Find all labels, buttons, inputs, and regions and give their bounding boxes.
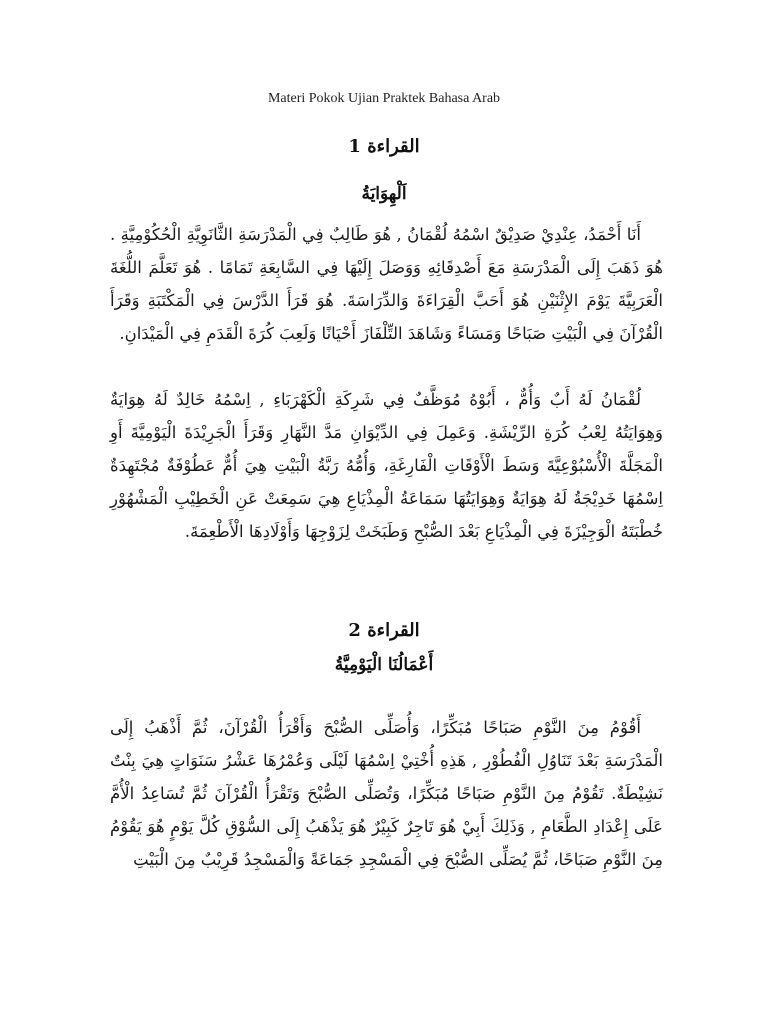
reading-1-paragraph-2: لُقْمَانُ لَهُ أَبٌ وَأُمٌّ ، أَبُوْهُ مُوَظَّفٌ فِي شَرِكَةِ الْكَهْرَبَاءِ , اِسْمُهُ خَالِدٌ لَهُ هِوَايَةٌ وَهِوَايَتُهُ لِعْبُ كُرَةِ الرِّيْشَةِ. وَعَمِلَ فِي الدِّيْوَانِ مَدَّ النَّهَارِ وَقَرَأَ الْجَرِيْدَةَ الْيَوْمِيَّةَ أَوِ الْمَجَلَّةَ الْأُسْبُوْعِيَّةَ وَسَطَ الْأَوْقَاتِ الْفَارِغَةِ، وَأُمُّهُ رَبَّةُ الْبَيْتِ هِيَ أُمٌّ عَطُوْفَةٌ مُجْتَهِدَةٌ اِسْمُهَا خَدِيْجَةُ لَهُ هِوَايَةٌ وَهِوَايَتُهَا سَمَاعَةُ الْمِذْيَاعِ هِيَ سَمِعَتْ عَنِ الْخَطِيْبِ الْمَشْهُوْرِ خُطْبَتَهُ الْوَجِيْزَةَ فِي الْمِذْيَاعِ بَعْدَ الصُّبْحِ وَطَبَخَتْ لِزَوْجِهَا وَأَوْلَادِهَا الْأَطْعِمَةَ.	[110, 389, 663, 541]
reading-2-paragraph-1: أَقُوْمُ مِنَ النَّوْمِ صَبَاحًا مُبَكِّرًا، وَأُصَلِّى الصُّبْحَ وَأَقْرَأُ الْقُرْآنَ، ثُمَّ أَذْهَبُ إِلَى الْمَدْرَسَةِ بَعْدَ تَنَاوُلِ الْفُطُوْرِ , هَذِهِ أُخْتِيْ اِسْمُهَا لَيْلَى وَعُمْرُهَا عَشْرُ سَنَوَاتٍ هِيَ بِنْتٌ نَشِيْطَةٌ. تَقُوْمُ مِنَ النَّوْمِ صَبَاحًا مُبَكِّرًا، وَتُصَلِّى الصُّبْحَ وَتَقْرَأُ الْقُرْآنَ ثُمَّ تُسَاعِدُ الْأُمَّ عَلَى إِعْدَادِ الطَّعَامِ , وَذَلِكَ أَبِيْ هُوَ تَاجِرٌ كَبِيْرٌ هُوَ يَذْهَبُ إِلَى السُّوْقِ كُلَّ يَوْمٍ هُوَ يَقُوْمُ مِنَ النَّوْمِ صَبَاحًا، ثُمَّ يُصَلِّى الصُّبْحَ فِي الْمَسْجِدِ جَمَاعَةً وَالْمَسْجِدُ قَرِيْبٌ مِنَ الْبَيْتِ	[110, 717, 663, 869]
document-header: Materi Pokok Ujian Praktek Bahasa Arab	[267, 91, 501, 106]
reading-1-title: اَلْهِوَايَةُ	[361, 184, 407, 204]
reading-2-label: القراءة 2	[348, 620, 420, 641]
reading-2-title: أَعْمَالُنَا الْيَوْمِيَّةُ	[334, 655, 434, 675]
reading-1-paragraph-1: أَنَا أَحْمَدُ، عِنْدِيْ صَدِيْقٌ اسْمُهُ لُقْمَانُ , هُوَ طَالِبٌ فِي الْمَدْرَسَةِ الثَّانَوِيَّةِ الْحُكُوْمِيَّةِ . هُوَ ذَهَبَ إِلَى الْمَدْرَسَةِ مَعَ أَصْدِقَائِهِ وَوَصَلَ إِلَيْهَا فِي السَّابِعَةِ تَمَامًا . هُوَ تَعَلَّمَ اللُّغَةَ الْعَرَبِيَّةَ يَوْمَ الإِثْنَيْنِ هُوَ أَحَبَّ الْقِرَاءَةَ وَالدِّرَاسَةَ. هُوَ قَرَأَ الدَّرْسَ فِي الْمَكْتَبَةِ وَقَرَأَ الْقُرْآنَ فِي الْبَيْتِ صَبَاحًا وَمَسَاءً وَشَاهَدَ التِّلْفَازَ أَحْيَانًا وَلَعِبَ كُرَةَ الْقَدَمِ فِي الْمَيْدَانِ.	[110, 224, 663, 343]
reading-1-label: القراءة 1	[348, 136, 420, 157]
